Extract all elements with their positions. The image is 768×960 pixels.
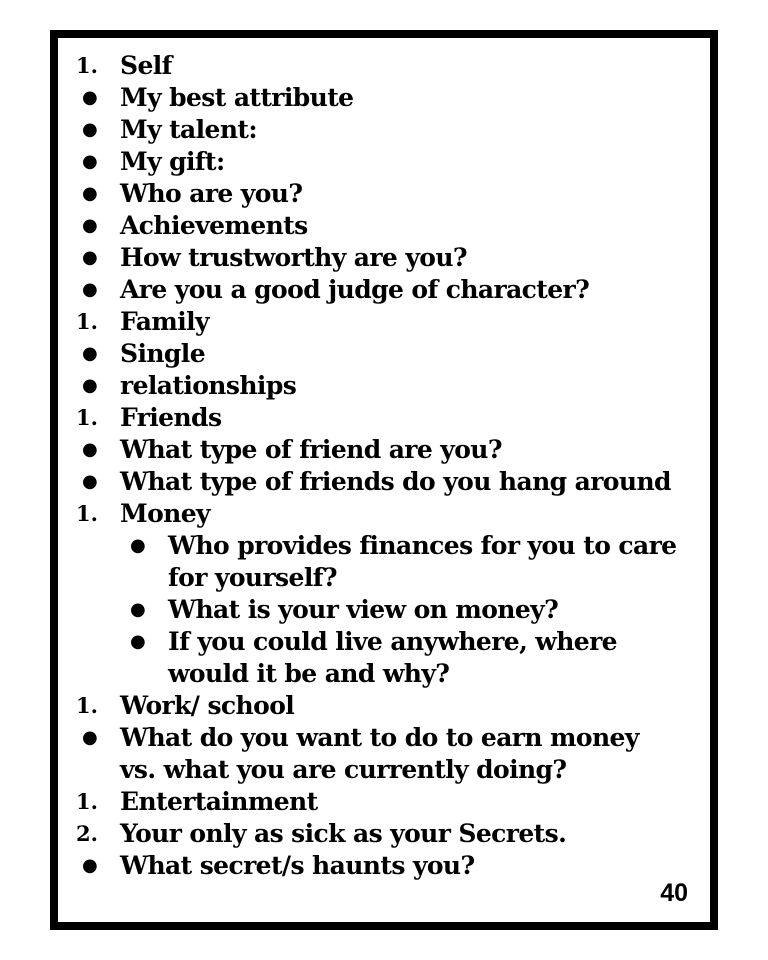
bullet-icon: ● xyxy=(82,279,98,300)
bullet-icon: ● xyxy=(130,631,146,652)
list-item-text: What type of friends do you hang around xyxy=(120,467,671,496)
list-item-text: Single xyxy=(120,339,206,368)
bullet-icon: ● xyxy=(82,727,98,748)
list-item-friends xyxy=(76,402,700,434)
list-item-text: Self xyxy=(120,51,172,80)
list-number: 1. xyxy=(76,789,98,814)
list-number: 1. xyxy=(76,693,98,718)
list-item xyxy=(76,146,700,178)
list-item-text xyxy=(120,722,639,786)
bullet-icon: ● xyxy=(82,855,98,876)
list-item xyxy=(76,722,700,786)
list-item xyxy=(76,530,700,594)
list-item xyxy=(76,274,700,306)
list-item-text: Friends xyxy=(120,403,222,432)
list-item xyxy=(76,594,700,626)
bullet-icon: ● xyxy=(82,375,98,396)
text-line: vs. what you are currently doing? xyxy=(120,755,567,784)
page-number: 40 xyxy=(660,879,688,907)
text-line: If you could live anywhere, where xyxy=(168,627,617,656)
list-item-text: How trustworthy are you? xyxy=(120,243,467,272)
list-number: 1. xyxy=(76,309,98,334)
bullet-icon: ● xyxy=(82,151,98,172)
list-item-text xyxy=(168,530,676,594)
list-item xyxy=(76,466,700,498)
list-item-entertainment xyxy=(76,786,700,818)
list-item xyxy=(76,178,700,210)
list-number: 1. xyxy=(76,501,98,526)
list-item xyxy=(76,434,700,466)
bullet-icon: ● xyxy=(82,439,98,460)
list-item xyxy=(76,370,700,402)
text-line: Who provides finances for you to care xyxy=(168,531,677,560)
list-item-text: relationships xyxy=(120,371,297,400)
list-item-text: Family xyxy=(120,307,209,336)
list-item-text: Are you a good judge of character? xyxy=(120,275,590,304)
topic-list xyxy=(76,50,700,882)
text-line: What do you want to do to earn money xyxy=(120,723,639,752)
list-item-text: My best attribute xyxy=(120,83,354,112)
list-item-work-school xyxy=(76,690,700,722)
list-item-text: Your only as sick as your Secrets. xyxy=(120,819,567,848)
list-item-text xyxy=(168,626,617,690)
list-item-text: What is your view on money? xyxy=(168,595,559,624)
list-item xyxy=(76,626,700,690)
bullet-icon: ● xyxy=(82,87,98,108)
page-frame xyxy=(50,30,718,930)
list-item-text: Entertainment xyxy=(120,787,318,816)
list-item-text: Achievements xyxy=(120,211,308,240)
list-item-text: Who are you? xyxy=(120,179,303,208)
list-item-family xyxy=(76,306,700,338)
list-item xyxy=(76,338,700,370)
list-item xyxy=(76,210,700,242)
list-item xyxy=(76,114,700,146)
text-line: for yourself? xyxy=(168,563,337,592)
list-number: 1. xyxy=(76,53,98,78)
bullet-icon: ● xyxy=(82,247,98,268)
list-item-text: What type of friend are you? xyxy=(120,435,502,464)
list-item xyxy=(76,242,700,274)
list-item-self xyxy=(76,50,700,82)
bullet-icon: ● xyxy=(82,119,98,140)
list-item-text: Work/ school xyxy=(120,691,295,720)
bullet-icon: ● xyxy=(82,343,98,364)
bullet-icon: ● xyxy=(82,471,98,492)
text-line: would it be and why? xyxy=(168,659,450,688)
list-number: 1. xyxy=(76,405,98,430)
bullet-icon: ● xyxy=(82,215,98,236)
list-item xyxy=(76,82,700,114)
list-item-text: My talent: xyxy=(120,115,258,144)
list-item-money xyxy=(76,498,700,530)
list-number: 2. xyxy=(76,821,98,846)
list-item-text: Money xyxy=(120,499,210,528)
list-item-text: What secret/s haunts you? xyxy=(120,851,475,880)
bullet-icon: ● xyxy=(82,183,98,204)
list-item-secrets xyxy=(76,818,700,850)
list-item-text: My gift: xyxy=(120,147,225,176)
list-item xyxy=(76,850,700,882)
bullet-icon: ● xyxy=(130,599,146,620)
bullet-icon: ● xyxy=(130,535,146,556)
